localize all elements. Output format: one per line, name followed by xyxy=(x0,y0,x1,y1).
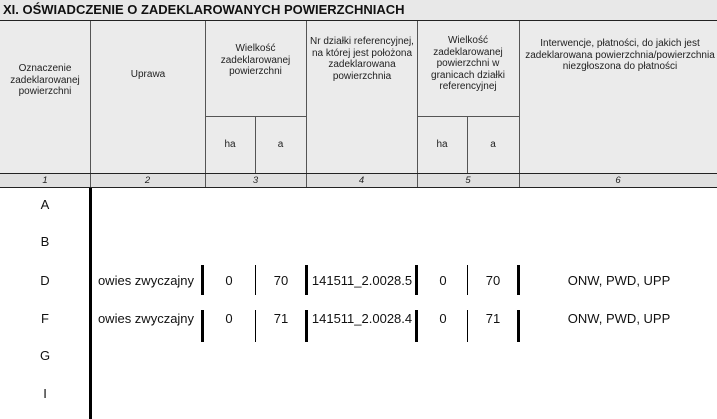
header-interventions: Interwencje, płatności, do jakich jest zadeklarowana powierzchnia/powierzchnia niezgłoszona do płatności xyxy=(525,38,715,72)
row-divider xyxy=(415,310,418,342)
row-divider xyxy=(201,265,204,295)
column-number-6: 6 xyxy=(615,175,621,186)
header-designation: Oznaczenie zadeklarowanej powierzchni xyxy=(10,63,80,97)
header-ha-parcel: ha xyxy=(436,139,448,150)
table-cell-ha: 0 xyxy=(225,273,233,288)
row-divider xyxy=(517,265,520,295)
table-cell-ha: 0 xyxy=(225,311,233,326)
row-divider xyxy=(415,265,418,295)
header-ha: ha xyxy=(224,139,236,150)
column-number-3: 3 xyxy=(252,175,259,186)
table-cell-a-parcel: 70 xyxy=(485,273,501,288)
column-number-2: 2 xyxy=(144,175,151,186)
row-label-i: I xyxy=(43,386,47,401)
row-label-a: A xyxy=(40,197,50,212)
row-label-f: F xyxy=(41,311,49,326)
table-cell-interventions: ONW, PWD, UPP xyxy=(567,273,671,288)
table-cell-crop: owies zwyczajny xyxy=(97,273,195,288)
table-cell-a-parcel: 71 xyxy=(485,311,501,326)
row-label-g: G xyxy=(39,348,51,363)
table-cell-a: 71 xyxy=(273,311,289,326)
column-number-5: 5 xyxy=(465,175,471,186)
section-title: XI. OŚWIADCZENIE O ZADEKLAROWANYCH POWIERZCHNIACH xyxy=(0,0,717,20)
row-label-d: D xyxy=(40,273,50,288)
table-cell-a: 70 xyxy=(273,273,289,288)
body-left-border xyxy=(89,188,92,419)
column-number-1: 1 xyxy=(42,175,48,186)
table-cell-crop: owies zwyczajny xyxy=(97,311,195,326)
header-area-in-parcel: Wielkość zadeklarowanej powierzchni w granicach działki referencyjnej xyxy=(431,35,505,92)
header-crop: Uprawa xyxy=(130,69,166,80)
header-area: Wielkość zadeklarowanej powierzchni xyxy=(220,43,291,77)
header-a: a xyxy=(277,139,284,150)
row-divider xyxy=(305,310,308,342)
table-cell-interventions: ONW, PWD, UPP xyxy=(567,311,671,326)
table-cell-ha-parcel: 0 xyxy=(439,311,447,326)
table-header xyxy=(0,20,717,174)
row-label-b: B xyxy=(40,234,50,249)
table-cell-parcel: 141511_2.0028.5 xyxy=(311,273,413,288)
header-a-parcel: a xyxy=(490,139,496,150)
table-cell-parcel: 141511_2.0028.4 xyxy=(311,311,413,326)
header-parcel-number: Nr działki referencyjnej, na której jest położona zadeklarowana powierzchnia xyxy=(310,36,414,82)
column-number-4: 4 xyxy=(358,175,365,186)
row-divider xyxy=(201,310,204,342)
row-divider xyxy=(517,310,520,342)
row-divider xyxy=(305,265,308,295)
table-cell-ha-parcel: 0 xyxy=(439,273,447,288)
